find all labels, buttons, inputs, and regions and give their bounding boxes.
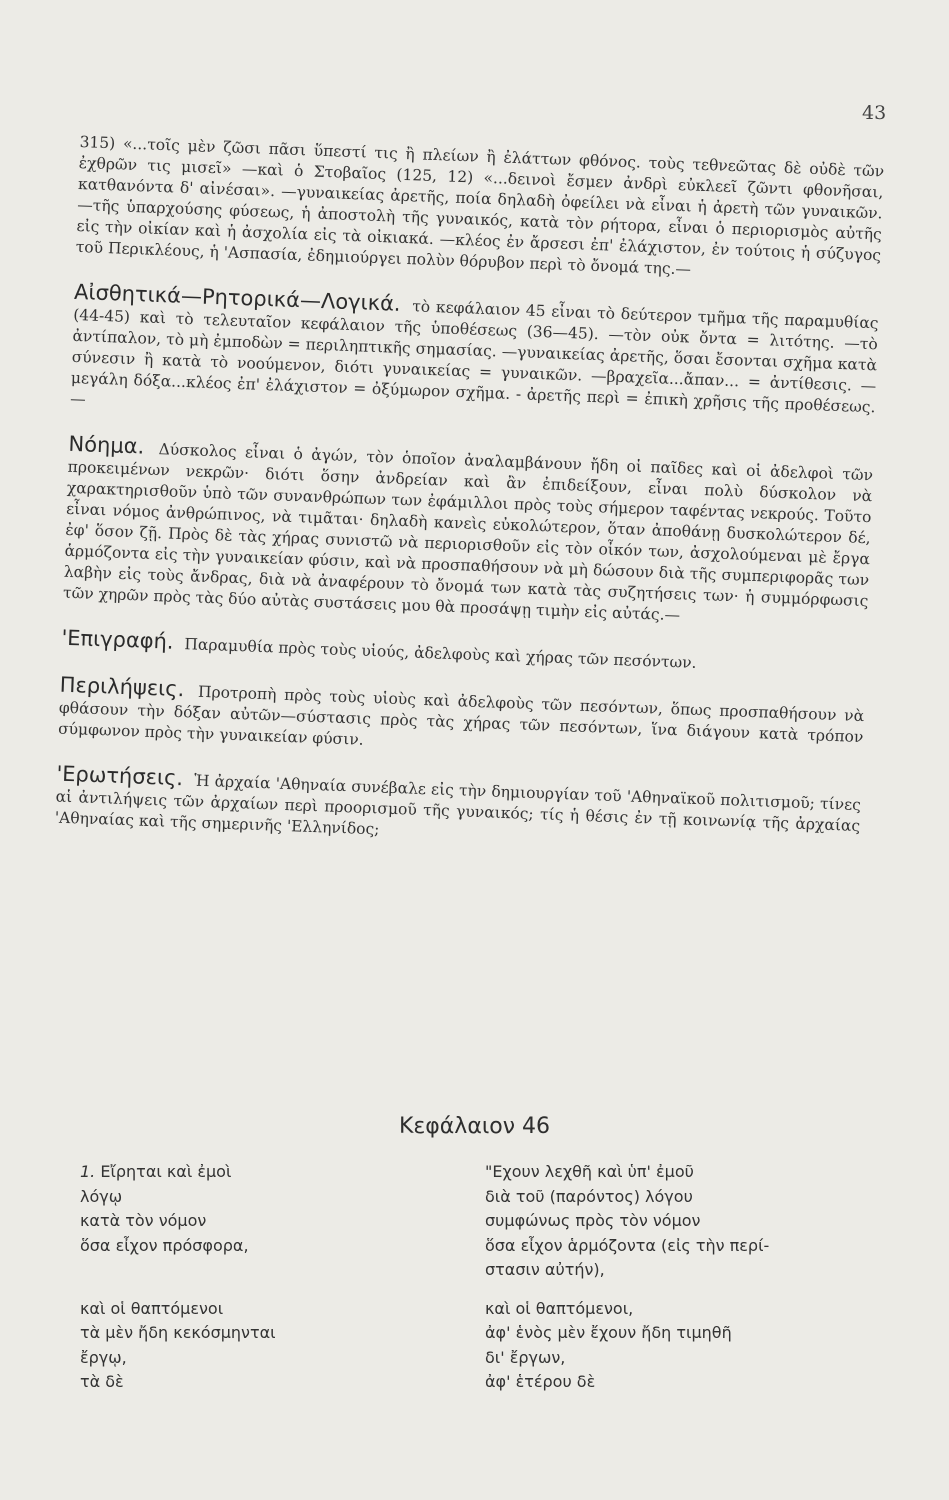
noima-section (62, 431, 874, 633)
translation-line: στασιν αὐτήν), (485, 1260, 605, 1279)
perilipseis-text: Προτροπὴ πρὸς τοὺς υἱοὺς καὶ ἀδελφοὺς τῶν πεσόντων, ὅπως προσπαθήσουν νὰ φθάσουν τὴν δόξαν αὐτῶν—σύστασις πρὸς τὰς χήρας τῶν πεσόντων, ἵνα διάγουν κατὰ τρόπον σύμφωνον πρὸς τὴν γυναικείαν φύσιν. (57, 682, 865, 749)
epigrafi-text: Παραμυθία πρὸς τοὺς υἱούς, ἀδελφοὺς καὶ χήρας τῶν πεσόντων. (184, 635, 697, 672)
translation-line: δι' ἔργων, (485, 1347, 566, 1367)
epigrafi-section (61, 625, 866, 680)
perilipseis-section (57, 672, 865, 769)
commentary-notes (54, 132, 884, 858)
translation-line: ἀφ' ἑτέρου δὲ (485, 1372, 596, 1391)
translation-line: ὅσα εἶχον ἁρμόζοντα (εἰς τὴν περί- (485, 1235, 770, 1255)
translation-line: διὰ τοῦ (παρόντος) λόγου (485, 1186, 693, 1206)
translation-line: ἀφ' ἑνὸς μὲν ἔχουν ἤδη τιμηθῆ (485, 1323, 732, 1342)
line-spacer (80, 1283, 485, 1297)
original-text-column (80, 1160, 485, 1395)
aesthetic-text: τὸ κεφάλαιον 45 εἶναι τὸ δεύτερον τμῆμα τῆς παραμυθίας (44-45) καὶ τὸ τελευταῖον κεφάλαιον τῆς ὑποθέσεως (36—45). —τὸν οὐκ ὄντα = λιτότης. —τὸ ἀντίπαλον, τὸ μὴ ἐμποδὼν = περιληπτικῆς σημασίας. —γυναικείας ἀρετῆς, ὅσαι ἔσονται σχῆμα κατὰ σύνεσιν ἢ κατὰ τὸ νοούμενον, διότι γυναικείας = γυναικῶν. —βραχεῖα...ἄπαν... = ἀντίθεσις. —μεγάλη δόξα...κλέος ἐπ' ἐλάχιστον = ὀξύμωρον σχῆμα. - ἀρετῆς περὶ = ἐπικὴ χρῆσις τῆς προθέσεως. — (69, 297, 879, 417)
translation-line: συμφώνως πρὸς τὸν νόμον (485, 1211, 701, 1230)
page-number: 43 (862, 102, 887, 124)
erotiseis-text: Ἡ ἀρχαία 'Αθηναία συνέβαλε εἰς τὴν δημιουργίαν τοῦ 'Αθηναϊκοῦ πολιτισμοῦ; τίνες αἱ ἀντιλήψεις τῶν ἀρχαίων περὶ προορισμοῦ τῆς γυναικός; τίς ἡ θέσις ἐν τῇ κοινωνίᾳ τῆς ἀρχαίας 'Αθηναίας καὶ τῆς σημερινῆς 'Ελληνίδος; (54, 771, 862, 839)
original-line-text: Εἴρηται καὶ ἐμοὶ (100, 1162, 232, 1181)
original-line: ἔργῳ, (80, 1347, 127, 1367)
original-line: τὰ μὲν ἤδη κεκόσμηνται (80, 1323, 276, 1342)
line-spacer (485, 1283, 900, 1297)
aesthetic-section (69, 279, 879, 439)
erotiseis-heading: 'Ερωτήσεις. (56, 761, 184, 791)
aesthetic-heading: Αἰσθητικά—Ρητορικά—Λογικά. (73, 279, 402, 316)
translation-line: "Εχουν λεχθῆ καὶ ὑπ' ἐμοῦ (485, 1162, 694, 1181)
translation-column (485, 1160, 900, 1395)
perilipseis-heading: Περιλήψεις. (59, 672, 185, 702)
translation-line: καὶ οἱ θαπτόμενοι, (485, 1298, 634, 1318)
parallel-translation (80, 1160, 900, 1395)
footnote-paragraph: 315) «...τοῖς μὲν ζῶσι πᾶσι ὕπεστί τις ἢ πλείων ἢ ἐλάττων φθόνος. τοὺς τεθνεῶτας δὲ οὐδὲ τῶν ἐχθρῶν τις μισεῖ» —καὶ ὁ Στοβαῖος (125, 12) «...δεινοὶ ἔσμεν ἀνδρὶ εὐκλεεῖ ζῶντι φθονῆσαι, κατθανόντα δ' αἰνέσαι». —γυναικείας ἀρετῆς, ποία δηλαδὴ ὀφείλει νὰ εἶναι ἡ ἀρετὴ τῶν γυναικῶν. —τῆς ὑπαρχούσης φύσεως, ἡ ἀποστολὴ τῆς γυναικός, κατὰ τὸν ρήτορα, εἶναι ὁ περιορισμὸς αὐτῆς εἰς τὴν οἰκίαν καὶ ἡ ἀσχολία εἰς τὰ οἰκιακά. —κλέος ἐν ἄρσεσι ἐπ' ἐλάχιστον, ἐν τούτοις ἡ σύζυγος τοῦ Περικλέους, ἡ 'Ασπασία, ἐδημιούργει πολὺν θόρυβον περὶ τὸ ὄνομά της.— (75, 132, 885, 279)
noima-text: Δύσκολος εἶναι ὁ ἀγών, τὸν ὁποῖον ἀναλαμβάνουν ἤδη οἱ παῖδες καὶ οἱ ἀδελφοὶ τῶν προκειμένων νεκρῶν· διότι ὅσην ἀνδρείαν καὶ ἂν ἐπιδείξουν, εἶναι πολὺ δύσκολον νὰ χαρακτηρισθοῦν ὑπὸ τῶν συνανθρώπων των ἐφάμιλλοι πρὸς τοὺς σήμερον ταφέντας νεκρούς. Τοῦτο εἶναι νόμος ἀνθρώπινος, νὰ τιμᾶται· δηλαδὴ κανεὶς εὐκολώτερον, ὅταν ἀποθάνῃ δυσκολώτερον δέ, ἐφ' ὅσον ζῇ. Πρὸς δὲ τὰς χήρας συνιστῶ νὰ περιορισθοῦν εἰς τὸν οἶκόν των, ἀσχολούμεναι μὲ ἔργα ἁρμόζοντα εἰς τὴν γυναικείαν φύσιν, καὶ νὰ προσπαθήσουν νὰ μὴ δώσουν διὰ τῆς συμπεριφορᾶς των λαβὴν εἰς τοὺς ἄνδρας, διὰ νὰ ἀναφέρουν τὸ ὄνομά των κατὰ τὰς συζητήσεις των· ἡ συμμόρφωσις τῶν χηρῶν πρὸς τὰς δύο αὐτὰς συστάσεις μου θὰ προσάψῃ τιμὴν εἰς αὐτάς.— (62, 440, 874, 625)
original-line: ὅσα εἶχον πρόσφορα, (80, 1235, 249, 1255)
erotiseis-section (54, 761, 862, 858)
original-line: κατὰ τὸν νόμον (80, 1211, 207, 1230)
original-line: λόγῳ (80, 1186, 123, 1206)
original-line: τὰ δὲ (80, 1372, 124, 1391)
original-line: καὶ οἱ θαπτόμενοι (80, 1298, 224, 1318)
epigrafi-heading: 'Επιγραφή. (61, 625, 175, 654)
noima-heading: Νόημα. (68, 431, 145, 459)
chapter-title: Κεφάλαιον 46 (398, 1114, 551, 1139)
verse-number: 1. (80, 1162, 96, 1181)
original-line (80, 1258, 485, 1283)
original-line (80, 1160, 485, 1185)
